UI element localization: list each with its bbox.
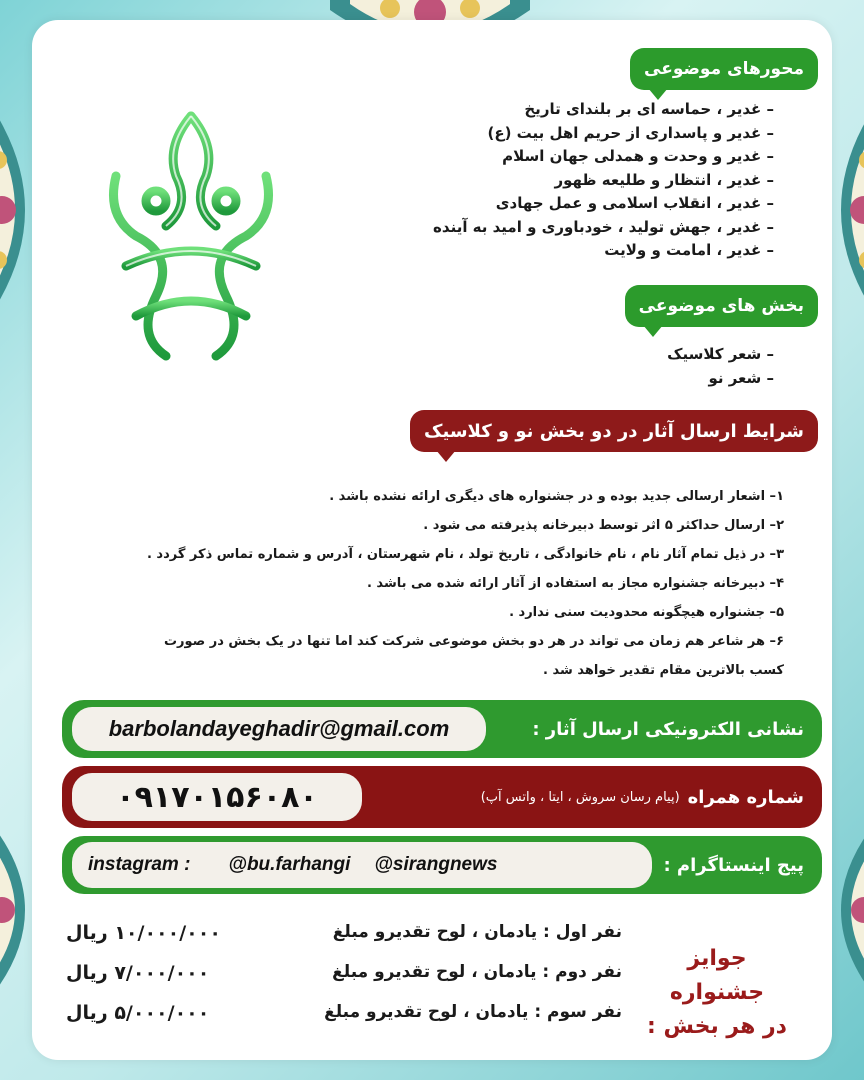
conditions-list (44, 482, 784, 685)
list-item: – شعر کلاسیک (667, 343, 774, 367)
list-item: – غدیر ، جهش تولید ، خودباوری و امید به آینده (433, 216, 774, 240)
list-item: کسب بالاترین مقام تقدیر خواهد شد . (543, 663, 784, 678)
phone-number[interactable]: ۰۹۱۷۰۱۵۶۰۸۰ (116, 779, 318, 815)
prize-rank-1: نفر اول : یادمان ، لوح تقدیرو مبلغ (332, 922, 622, 942)
list-item: ۵– جشنواره هیچگونه محدودیت سنی ندارد . (509, 605, 784, 620)
calligraphy-emblem-icon (96, 106, 286, 366)
prize-amount-2: ۷/۰۰۰/۰۰۰ ریال (66, 962, 210, 984)
phone-label-group (481, 766, 804, 828)
list-item: – غدیر ، انقلاب اسلامی و عمل جهادی (433, 192, 774, 216)
instagram-label: پیج اینستاگرام : (663, 854, 804, 876)
conditions-heading-text: شرایط ارسال آثار در دو بخش نو و کلاسیک (424, 420, 804, 442)
list-item: ۴– دبیرخانه جشنواره مجاز به استفاده از آثار ارائه شده می باشد . (366, 576, 784, 591)
phone-pill[interactable] (72, 773, 362, 821)
email-address[interactable]: barbolandayeghadir@gmail.com (108, 716, 450, 741)
list-item: ۱– اشعار ارسالی جدید بوده و در جشنواره های دیگری ارائه نشده باشد . (329, 489, 784, 504)
list-item: ۲– ارسال حداکثر ۵ اثر توسط دبیرخانه پذیرفته می شود . (423, 518, 784, 533)
sections-list (667, 343, 774, 390)
prizes-title-line2: در هر بخش : (647, 1014, 787, 1039)
sections-heading (625, 285, 818, 327)
poster-card (32, 20, 832, 1060)
topics-heading-text: محورهای موضوعی (644, 59, 804, 79)
prize-rank-3: نفر سوم : یادمان ، لوح تقدیرو مبلغ (324, 1002, 622, 1022)
topics-heading (630, 48, 818, 90)
prize-amount-3: ۵/۰۰۰/۰۰۰ ریال (66, 1002, 210, 1024)
list-item: – غدیر ، امامت و ولایت (433, 239, 774, 263)
phone-bar (62, 766, 822, 828)
list-item: – غدیر و پاسداری از حریم اهل بیت (ع) (433, 122, 774, 146)
list-item: ۳– در ذیل تمام آثار نام ، نام خانوادگی ، تاریخ تولد ، نام شهرستان ، آدرس و شماره تماس ذکر گردد . (146, 547, 784, 562)
prizes-title (642, 942, 792, 1044)
instagram-pill (72, 842, 652, 888)
list-item: – غدیر ، انتظار و طلیعه ظهور (433, 169, 774, 193)
prizes-title-line1: جوایز جشنواره (669, 946, 765, 1005)
email-pill[interactable] (72, 707, 486, 751)
email-label: نشانی الکترونیکی ارسال آثار : (532, 718, 804, 740)
list-item: – غدیر ، حماسه ای بر بلندای تاریخ (433, 98, 774, 122)
instagram-handle-2[interactable]: @sirangnews (374, 854, 498, 875)
prize-amount-1: ۱۰/۰۰۰/۰۰۰ ریال (66, 922, 221, 944)
topics-list (433, 98, 774, 263)
phone-note: (پیام رسان سروش ، ایتا ، واتس آپ) (480, 789, 680, 805)
prize-rank-2: نفر دوم : یادمان ، لوح تقدیرو مبلغ (332, 962, 622, 982)
list-item: – شعر نو (667, 367, 774, 391)
list-item: ۶– هر شاعر هم زمان می تواند در هر دو بخش موضوعی شرکت کند اما تنها در یک بخش در صورت (163, 634, 784, 649)
email-bar (62, 700, 822, 758)
sections-heading-text: بخش های موضوعی (638, 296, 804, 316)
instagram-bar (62, 836, 822, 894)
instagram-prefix: instagram : (88, 854, 191, 875)
conditions-heading (410, 410, 818, 452)
phone-label: شماره همراه (687, 786, 804, 808)
instagram-handle-1[interactable]: @bu.farhangi (228, 854, 351, 875)
list-item: – غدیر و وحدت و همدلی جهان اسلام (433, 145, 774, 169)
